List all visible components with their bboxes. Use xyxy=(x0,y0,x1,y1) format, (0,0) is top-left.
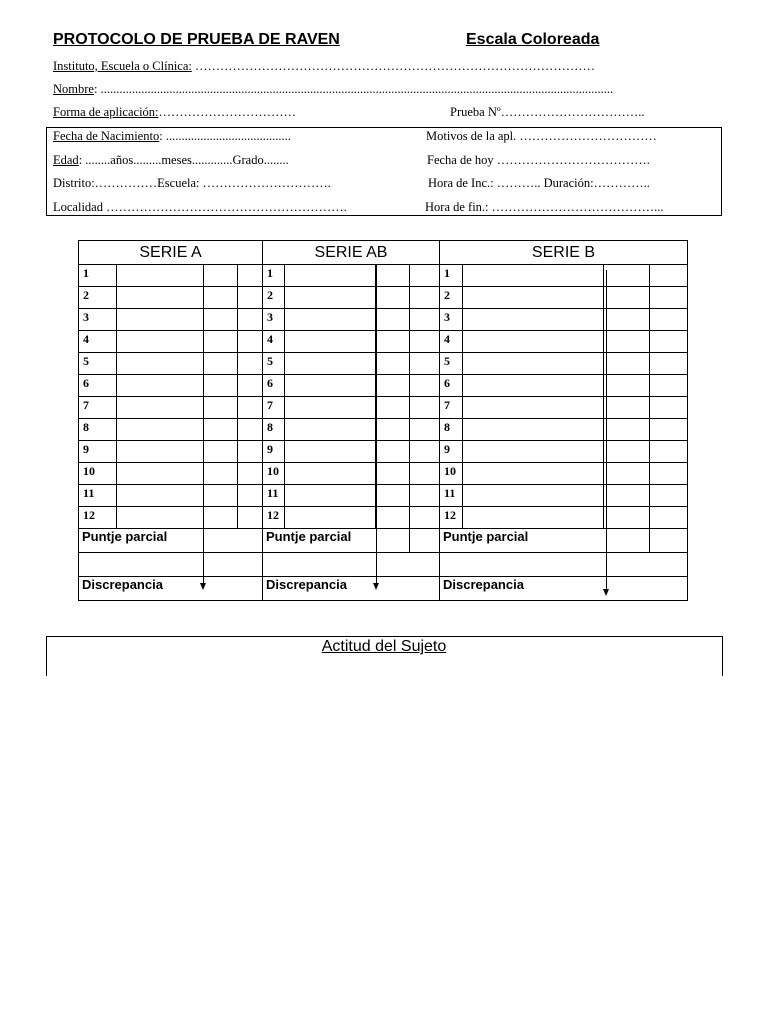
answer-cell[interactable] xyxy=(604,419,650,441)
item-number: 4 xyxy=(79,331,117,353)
item-number: 4 xyxy=(440,331,463,353)
answer-cell[interactable] xyxy=(410,419,440,441)
item-number: 6 xyxy=(440,375,463,397)
puntaje-label: Puntje parcial xyxy=(440,529,650,553)
field-localidad: Localidad …………………………………………………. xyxy=(53,200,347,214)
answer-cell[interactable] xyxy=(117,441,204,463)
answer-cell[interactable] xyxy=(285,463,376,485)
attitude-title: Actitud del Sujeto xyxy=(321,638,447,655)
prueba-label: Prueba Nº xyxy=(450,105,501,119)
answer-cell[interactable] xyxy=(285,397,376,419)
answer-cell[interactable] xyxy=(376,265,410,287)
answer-cell[interactable] xyxy=(650,463,688,485)
answer-cell[interactable] xyxy=(117,375,204,397)
field-motivos: Motivos de la apl. …………………………… xyxy=(426,129,657,143)
answer-cell[interactable] xyxy=(604,375,650,397)
answer-cell[interactable] xyxy=(410,375,440,397)
series-ab-header: SERIE AB xyxy=(263,241,440,265)
answer-cell[interactable] xyxy=(463,265,604,287)
answer-cell[interactable] xyxy=(238,441,263,463)
field-prueba xyxy=(450,105,645,120)
item-number: 1 xyxy=(440,265,463,287)
answer-cell[interactable] xyxy=(650,441,688,463)
answer-cell[interactable] xyxy=(463,309,604,331)
answer-cell[interactable] xyxy=(204,507,238,529)
answer-cell[interactable] xyxy=(238,485,263,507)
answer-cell[interactable] xyxy=(463,353,604,375)
field-hora-fin: Hora de fin.: …………………………………... xyxy=(425,200,664,214)
discrepancia-label: Discrepancia xyxy=(440,577,688,601)
answer-cell[interactable] xyxy=(238,353,263,375)
answer-cell[interactable] xyxy=(650,419,688,441)
answer-cell[interactable] xyxy=(650,397,688,419)
discrepancia-label: Discrepancia xyxy=(263,577,440,601)
item-number: 5 xyxy=(263,353,285,375)
answer-cell[interactable] xyxy=(376,485,410,507)
answer-cell[interactable] xyxy=(410,463,440,485)
answer-cell[interactable] xyxy=(376,331,410,353)
puntaje-value-cell[interactable] xyxy=(410,529,440,553)
table-row xyxy=(79,441,688,463)
puntaje-label: Puntje parcial xyxy=(263,529,410,553)
answer-cell[interactable] xyxy=(463,507,604,529)
answer-cell[interactable] xyxy=(285,265,376,287)
item-number: 10 xyxy=(263,463,285,485)
form-title: PROTOCOLO DE PRUEBA DE RAVEN xyxy=(53,31,340,48)
answer-cell[interactable] xyxy=(204,463,238,485)
answer-cell[interactable] xyxy=(204,331,238,353)
answer-cell[interactable] xyxy=(117,397,204,419)
item-number: 11 xyxy=(263,485,285,507)
answer-cell[interactable] xyxy=(204,309,238,331)
answer-cell[interactable] xyxy=(117,265,204,287)
table-row xyxy=(79,375,688,397)
nombre-fill: : .................................................................................................................................................................... xyxy=(93,82,614,96)
answer-cell[interactable] xyxy=(204,287,238,309)
answer-cell[interactable] xyxy=(463,331,604,353)
item-number: 3 xyxy=(79,309,117,331)
blank-cell[interactable] xyxy=(440,553,688,577)
answer-cell[interactable] xyxy=(117,331,204,353)
table-row xyxy=(79,463,688,485)
field-fecha-hoy: Fecha de hoy ………………………………. xyxy=(427,153,650,167)
answer-cell[interactable] xyxy=(410,441,440,463)
answer-cell[interactable] xyxy=(204,265,238,287)
answer-cell[interactable] xyxy=(410,507,440,529)
blank-cell[interactable] xyxy=(263,553,440,577)
item-number: 9 xyxy=(79,441,117,463)
field-instituto xyxy=(53,59,595,74)
answer-cell[interactable] xyxy=(376,507,410,529)
answer-cell[interactable] xyxy=(117,485,204,507)
answer-cell[interactable] xyxy=(410,331,440,353)
answer-cell[interactable] xyxy=(117,463,204,485)
scoring-table xyxy=(78,240,688,601)
item-number: 1 xyxy=(79,265,117,287)
blank-cell[interactable] xyxy=(79,553,263,577)
answer-cell[interactable] xyxy=(285,353,376,375)
item-number: 11 xyxy=(440,485,463,507)
item-number: 12 xyxy=(440,507,463,529)
answer-cell[interactable] xyxy=(238,309,263,331)
field-hora-inc-duracion: Hora de Inc.: ……….. Duración:………….. xyxy=(428,176,650,190)
answer-cell[interactable] xyxy=(376,287,410,309)
table-row xyxy=(79,265,688,287)
blank-row xyxy=(79,553,688,577)
answer-cell[interactable] xyxy=(463,463,604,485)
fecha-nac-label: Fecha de Nacimiento xyxy=(53,129,160,143)
field-fecha-nacimiento xyxy=(53,129,291,144)
answer-cell[interactable] xyxy=(376,419,410,441)
arrow-line-serie-b xyxy=(606,270,607,589)
answer-cell[interactable] xyxy=(376,463,410,485)
answer-cell[interactable] xyxy=(410,309,440,331)
item-number: 5 xyxy=(79,353,117,375)
table-row xyxy=(79,397,688,419)
answer-cell[interactable] xyxy=(204,353,238,375)
fecha-nac-fill: : ........................................ xyxy=(159,129,291,143)
item-number: 2 xyxy=(440,287,463,309)
puntaje-row xyxy=(79,529,688,553)
answer-cell[interactable] xyxy=(238,331,263,353)
nombre-label: Nombre xyxy=(53,82,94,96)
answer-cell[interactable] xyxy=(285,507,376,529)
answer-cell[interactable] xyxy=(650,287,688,309)
field-forma xyxy=(53,105,296,120)
item-number: 2 xyxy=(79,287,117,309)
table-row xyxy=(79,309,688,331)
form-subtitle: Escala Coloreada xyxy=(466,31,600,48)
answer-cell[interactable] xyxy=(204,375,238,397)
answer-cell[interactable] xyxy=(117,353,204,375)
arrow-down-icon xyxy=(373,583,379,590)
answer-cell[interactable] xyxy=(117,419,204,441)
answer-cell[interactable] xyxy=(285,309,376,331)
item-number: 3 xyxy=(263,309,285,331)
answer-cell[interactable] xyxy=(650,265,688,287)
answer-cell[interactable] xyxy=(238,507,263,529)
answer-cell[interactable] xyxy=(650,309,688,331)
instituto-fill: …………………………………………………………………………………… xyxy=(191,59,595,73)
arrow-line-serie-ab xyxy=(376,265,377,584)
item-number: 10 xyxy=(440,463,463,485)
answer-cell[interactable] xyxy=(285,441,376,463)
item-number: 3 xyxy=(440,309,463,331)
answer-cell[interactable] xyxy=(650,375,688,397)
answer-cell[interactable] xyxy=(204,419,238,441)
edad-fill: : ........años.........meses.............Grado........ xyxy=(78,153,289,167)
item-number: 8 xyxy=(440,419,463,441)
item-number: 1 xyxy=(263,265,285,287)
answer-cell[interactable] xyxy=(285,331,376,353)
answer-cell[interactable] xyxy=(117,309,204,331)
answer-cell[interactable] xyxy=(463,419,604,441)
puntaje-value-cell[interactable] xyxy=(650,529,688,553)
item-number: 10 xyxy=(79,463,117,485)
item-number: 2 xyxy=(263,287,285,309)
answer-cell[interactable] xyxy=(376,375,410,397)
answer-cell[interactable] xyxy=(604,441,650,463)
answer-cell[interactable] xyxy=(285,485,376,507)
answer-cell[interactable] xyxy=(376,441,410,463)
series-header-row xyxy=(79,241,688,265)
answer-cell[interactable] xyxy=(376,309,410,331)
item-number: 9 xyxy=(263,441,285,463)
answer-cell[interactable] xyxy=(650,331,688,353)
answer-cell[interactable] xyxy=(285,419,376,441)
item-number: 8 xyxy=(79,419,117,441)
answer-cell[interactable] xyxy=(410,397,440,419)
forma-label: Forma de aplicación: xyxy=(53,105,159,119)
forma-fill: …………………………… xyxy=(158,105,297,119)
puntaje-label: Puntje parcial xyxy=(79,529,204,553)
answer-cell[interactable] xyxy=(238,419,263,441)
answer-cell[interactable] xyxy=(204,397,238,419)
item-number: 6 xyxy=(79,375,117,397)
answer-cell[interactable] xyxy=(604,331,650,353)
answer-cell[interactable] xyxy=(285,287,376,309)
discrepancia-row xyxy=(79,577,688,601)
answer-cell[interactable] xyxy=(238,375,263,397)
field-distrito-escuela: Distrito:……………Escuela: …………………………. xyxy=(53,176,331,190)
table-row xyxy=(79,507,688,529)
answer-cell[interactable] xyxy=(204,485,238,507)
item-number: 5 xyxy=(440,353,463,375)
item-number: 7 xyxy=(263,397,285,419)
answer-cell[interactable] xyxy=(204,441,238,463)
answer-cell[interactable] xyxy=(285,375,376,397)
answer-cell[interactable] xyxy=(376,353,410,375)
answer-cell[interactable] xyxy=(238,265,263,287)
answer-cell[interactable] xyxy=(463,397,604,419)
table-row xyxy=(79,287,688,309)
answer-cell[interactable] xyxy=(463,375,604,397)
series-b-header: SERIE B xyxy=(440,241,688,265)
item-number: 6 xyxy=(263,375,285,397)
arrow-line-serie-a xyxy=(203,265,204,584)
edad-label: Edad xyxy=(53,153,79,167)
discrepancia-label: Discrepancia xyxy=(79,577,263,601)
answer-cell[interactable] xyxy=(238,463,263,485)
table-row xyxy=(79,485,688,507)
answer-cell[interactable] xyxy=(463,485,604,507)
table-row xyxy=(79,353,688,375)
instituto-label: Instituto, Escuela o Clínica: xyxy=(53,59,192,73)
answer-cell[interactable] xyxy=(410,265,440,287)
item-number: 11 xyxy=(79,485,117,507)
answer-cell[interactable] xyxy=(410,287,440,309)
answer-cell[interactable] xyxy=(604,309,650,331)
answer-cell[interactable] xyxy=(410,485,440,507)
answer-cell[interactable] xyxy=(238,287,263,309)
item-number: 4 xyxy=(263,331,285,353)
answer-cell[interactable] xyxy=(604,397,650,419)
answer-cell[interactable] xyxy=(117,287,204,309)
answer-cell[interactable] xyxy=(117,507,204,529)
answer-cell[interactable] xyxy=(463,441,604,463)
answer-cell[interactable] xyxy=(604,287,650,309)
series-a-header: SERIE A xyxy=(79,241,263,265)
answer-cell[interactable] xyxy=(604,265,650,287)
arrow-down-icon xyxy=(603,589,609,596)
field-edad xyxy=(53,153,289,168)
puntaje-value-cell[interactable] xyxy=(204,529,263,553)
item-number: 8 xyxy=(263,419,285,441)
table-row xyxy=(79,331,688,353)
answer-cell[interactable] xyxy=(463,287,604,309)
answer-cell[interactable] xyxy=(650,485,688,507)
prueba-fill: …………………………….. xyxy=(500,105,645,119)
answer-cell[interactable] xyxy=(604,463,650,485)
arrow-down-icon xyxy=(200,583,206,590)
item-number: 7 xyxy=(79,397,117,419)
answer-cell[interactable] xyxy=(604,485,650,507)
answer-cell[interactable] xyxy=(238,397,263,419)
answer-cell[interactable] xyxy=(650,353,688,375)
item-number: 9 xyxy=(440,441,463,463)
answer-cell[interactable] xyxy=(604,353,650,375)
answer-cell[interactable] xyxy=(650,507,688,529)
answer-cell[interactable] xyxy=(376,397,410,419)
field-nombre xyxy=(53,82,613,97)
table-row xyxy=(79,419,688,441)
item-number: 7 xyxy=(440,397,463,419)
answer-cell[interactable] xyxy=(410,353,440,375)
item-number: 12 xyxy=(79,507,117,529)
answer-cell[interactable] xyxy=(604,507,650,529)
item-number: 12 xyxy=(263,507,285,529)
